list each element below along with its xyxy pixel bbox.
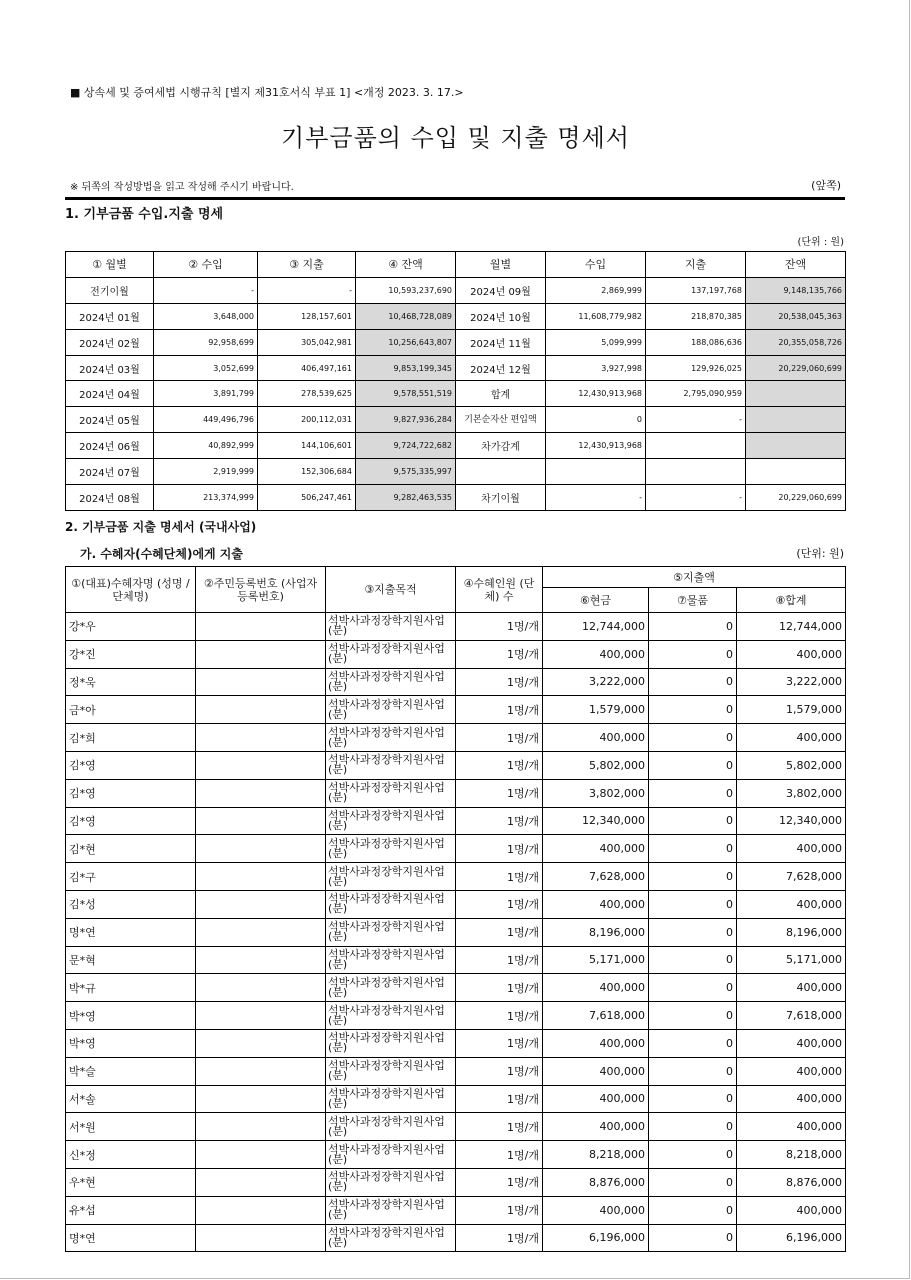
table-cell: 12,430,913,968 <box>546 433 646 459</box>
table-cell: 석박사과정장학지원사업(분) <box>326 1002 456 1030</box>
table-cell: 2024년 02월 <box>66 329 154 355</box>
table-cell: 김*영 <box>66 751 196 779</box>
table-cell: 석박사과정장학지원사업(분) <box>326 640 456 668</box>
table-cell: 3,927,998 <box>546 355 646 381</box>
header-purpose: ③지출목적 <box>326 567 456 613</box>
table-cell: 10,468,728,089 <box>356 303 456 329</box>
table-cell: 9,853,199,345 <box>356 355 456 381</box>
table-cell: 0 <box>649 751 737 779</box>
table-cell: 2024년 06월 <box>66 433 154 459</box>
regulation-reference: ■ 상속세 및 증여세법 시행규칙 [별지 제31호서식 부표 1] <개정 2023. 3. 17.> <box>70 86 464 99</box>
table-cell: 0 <box>649 946 737 974</box>
table-cell: 차기이월 <box>456 485 546 511</box>
table-cell: 0 <box>649 1196 737 1224</box>
table-cell: 5,802,000 <box>543 751 649 779</box>
table-cell: 8,196,000 <box>737 918 846 946</box>
table-cell: 1명/개 <box>456 863 543 891</box>
table-cell: 1,579,000 <box>737 696 846 724</box>
table-cell: 3,222,000 <box>737 668 846 696</box>
table-cell: 20,229,060,699 <box>746 485 846 511</box>
table-cell: 8,218,000 <box>737 1141 846 1169</box>
table-cell: 400,000 <box>737 890 846 918</box>
table-cell: 2024년 03월 <box>66 355 154 381</box>
table-cell: 0 <box>649 918 737 946</box>
section2-subtitle: 가. 수혜자(수혜단체)에게 지출 <box>80 547 243 561</box>
table-cell: 9,827,936,284 <box>356 407 456 433</box>
table-cell: 152,306,684 <box>258 459 356 485</box>
table-cell <box>196 835 326 863</box>
table-cell: 석박사과정장학지원사업(분) <box>326 696 456 724</box>
table-row <box>66 1002 846 1030</box>
table-cell: 400,000 <box>737 1196 846 1224</box>
table-cell <box>196 1168 326 1196</box>
table-cell: 213,374,999 <box>154 485 258 511</box>
table-cell <box>196 751 326 779</box>
table-cell: 9,148,135,766 <box>746 277 846 303</box>
table-cell: 400,000 <box>543 974 649 1002</box>
table-cell: 400,000 <box>543 724 649 752</box>
table-cell <box>196 974 326 1002</box>
table-cell: 5,171,000 <box>737 946 846 974</box>
recipient-expense-table <box>65 566 846 1252</box>
table-cell: 2024년 01월 <box>66 303 154 329</box>
table-cell: 1명/개 <box>456 1224 543 1252</box>
table-cell: 305,042,981 <box>258 329 356 355</box>
table-cell: 7,618,000 <box>543 1002 649 1030</box>
table-cell: 400,000 <box>543 1196 649 1224</box>
table-cell: 석박사과정장학지원사업(분) <box>326 946 456 974</box>
table-cell: 석박사과정장학지원사업(분) <box>326 751 456 779</box>
table-cell <box>196 863 326 891</box>
table-cell: 8,196,000 <box>543 918 649 946</box>
table-cell: 석박사과정장학지원사업(분) <box>326 863 456 891</box>
table-cell: 3,802,000 <box>737 779 846 807</box>
table-cell <box>196 1029 326 1057</box>
table-cell: 20,538,045,363 <box>746 303 846 329</box>
table-cell: 1명/개 <box>456 918 543 946</box>
table-cell: 1명/개 <box>456 946 543 974</box>
table-cell: 2,919,999 <box>154 459 258 485</box>
table-cell: 400,000 <box>543 1029 649 1057</box>
table-row <box>66 485 846 511</box>
table-cell: 석박사과정장학지원사업(분) <box>326 1196 456 1224</box>
table-cell: 1명/개 <box>456 779 543 807</box>
table-cell: 0 <box>649 1141 737 1169</box>
table-row <box>66 1113 846 1141</box>
table-cell: 400,000 <box>543 1113 649 1141</box>
table-cell: 0 <box>649 1057 737 1085</box>
table-cell: 12,340,000 <box>543 807 649 835</box>
table-cell: 정*욱 <box>66 668 196 696</box>
table-cell: 5,802,000 <box>737 751 846 779</box>
table-cell: 2024년 12월 <box>456 355 546 381</box>
table-cell: 서*솔 <box>66 1085 196 1113</box>
table-cell: 0 <box>649 890 737 918</box>
table-cell: 3,222,000 <box>543 668 649 696</box>
table-cell: 석박사과정장학지원사업(분) <box>326 807 456 835</box>
table-cell <box>646 433 746 459</box>
table-cell <box>196 779 326 807</box>
table-cell: 박*영 <box>66 1029 196 1057</box>
table-cell: 20,355,058,726 <box>746 329 846 355</box>
table-cell: 차가감계 <box>456 433 546 459</box>
table-cell: 기본순자산 편입액 <box>456 407 546 433</box>
table-cell: 서*원 <box>66 1113 196 1141</box>
table-cell: 0 <box>649 724 737 752</box>
table-row <box>66 1057 846 1085</box>
table-cell: 12,744,000 <box>543 613 649 641</box>
table-cell: 92,958,699 <box>154 329 258 355</box>
table-cell: 0 <box>649 1029 737 1057</box>
header-divider <box>65 197 845 200</box>
table-cell: 1명/개 <box>456 835 543 863</box>
table-cell: 석박사과정장학지원사업(분) <box>326 974 456 1002</box>
table-row <box>66 407 846 433</box>
table-cell: 석박사과정장학지원사업(분) <box>326 1113 456 1141</box>
table-cell: 1명/개 <box>456 696 543 724</box>
table-cell: 2024년 10월 <box>456 303 546 329</box>
column-header: ① 월별 <box>66 252 154 278</box>
table-cell: 506,247,461 <box>258 485 356 511</box>
table-cell <box>746 433 846 459</box>
table-cell: 1,579,000 <box>543 696 649 724</box>
table-row <box>66 640 846 668</box>
table-row <box>66 329 846 355</box>
page-side-label: (앞쪽) <box>811 179 841 192</box>
table-cell: 박*슬 <box>66 1057 196 1085</box>
table-cell: 석박사과정장학지원사업(분) <box>326 668 456 696</box>
table-cell: 2024년 09월 <box>456 277 546 303</box>
table-cell <box>196 890 326 918</box>
table-cell: 0 <box>649 696 737 724</box>
monthly-summary-table <box>65 251 846 511</box>
table-cell <box>196 1141 326 1169</box>
table-cell: 129,926,025 <box>646 355 746 381</box>
table-cell: 2,795,090,959 <box>646 381 746 407</box>
table-cell: 8,218,000 <box>543 1141 649 1169</box>
table-cell: 400,000 <box>737 1113 846 1141</box>
table-cell: 0 <box>649 613 737 641</box>
table-cell <box>196 1196 326 1224</box>
table-cell: 449,496,796 <box>154 407 258 433</box>
table-cell: 7,628,000 <box>543 863 649 891</box>
table-cell: 2,869,999 <box>546 277 646 303</box>
table-cell <box>196 1085 326 1113</box>
column-header: 잔액 <box>746 252 846 278</box>
table-row <box>66 381 846 407</box>
table-row <box>66 946 846 974</box>
table-cell <box>196 724 326 752</box>
table-cell: 0 <box>649 1224 737 1252</box>
table-cell: 석박사과정장학지원사업(분) <box>326 835 456 863</box>
table-cell: 김*영 <box>66 779 196 807</box>
table-cell: 188,086,636 <box>646 329 746 355</box>
table-cell: 김*현 <box>66 835 196 863</box>
table-cell: 406,497,161 <box>258 355 356 381</box>
table-cell: 석박사과정장학지원사업(분) <box>326 890 456 918</box>
table-cell: - <box>646 407 746 433</box>
table-cell: 8,876,000 <box>737 1168 846 1196</box>
table-cell: 석박사과정장학지원사업(분) <box>326 1141 456 1169</box>
document-title: 기부금품의 수입 및 지출 명세서 <box>281 124 630 152</box>
table-cell: 6,196,000 <box>737 1224 846 1252</box>
table-cell: 강*우 <box>66 613 196 641</box>
table-cell: 1명/개 <box>456 751 543 779</box>
table-cell: 137,197,768 <box>646 277 746 303</box>
table-cell: 1명/개 <box>456 807 543 835</box>
table-cell: 400,000 <box>543 1085 649 1113</box>
table-cell: 400,000 <box>543 835 649 863</box>
table-cell: 278,539,625 <box>258 381 356 407</box>
table-cell: 3,891,799 <box>154 381 258 407</box>
table-cell: 1명/개 <box>456 668 543 696</box>
column-header: ④ 잔액 <box>356 252 456 278</box>
table-cell <box>196 918 326 946</box>
table-cell: 0 <box>546 407 646 433</box>
table-cell: 박*영 <box>66 1002 196 1030</box>
table-cell: 2024년 05월 <box>66 407 154 433</box>
table-cell: 0 <box>649 640 737 668</box>
table-row <box>66 1168 846 1196</box>
table-cell: 12,744,000 <box>737 613 846 641</box>
header-goods: ⑦물품 <box>649 588 737 613</box>
table-cell: 1명/개 <box>456 1029 543 1057</box>
column-header: ③ 지출 <box>258 252 356 278</box>
table-cell: 석박사과정장학지원사업(분) <box>326 1057 456 1085</box>
table-cell: 석박사과정장학지원사업(분) <box>326 1224 456 1252</box>
table-cell: 1명/개 <box>456 613 543 641</box>
table-row <box>66 863 846 891</box>
table-row <box>66 835 846 863</box>
table-cell: 김*희 <box>66 724 196 752</box>
table-cell: 5,171,000 <box>543 946 649 974</box>
table-row <box>66 918 846 946</box>
table-cell: 1명/개 <box>456 1113 543 1141</box>
column-header: 수입 <box>546 252 646 278</box>
table-cell: 10,256,643,807 <box>356 329 456 355</box>
section2-title: 2. 기부금품 지출 명세서 (국내사업) <box>65 520 257 534</box>
table-cell: 0 <box>649 974 737 1002</box>
column-header: 지출 <box>646 252 746 278</box>
table-cell: 144,106,601 <box>258 433 356 459</box>
table-cell: 신*정 <box>66 1141 196 1169</box>
column-header: 월별 <box>456 252 546 278</box>
table-cell: 김*성 <box>66 890 196 918</box>
table-cell: 0 <box>649 1168 737 1196</box>
section1-title: 1. 기부금품 수입.지출 명세 <box>65 207 224 222</box>
table-cell <box>196 1057 326 1085</box>
table-row <box>66 1196 846 1224</box>
table-cell <box>746 407 846 433</box>
table-cell: 금*아 <box>66 696 196 724</box>
table-cell: 0 <box>649 779 737 807</box>
header-total: ⑧합계 <box>737 588 846 613</box>
table-cell <box>746 459 846 485</box>
table-cell: 5,099,999 <box>546 329 646 355</box>
table-cell: 석박사과정장학지원사업(분) <box>326 613 456 641</box>
table-cell: 3,802,000 <box>543 779 649 807</box>
table-cell: 김*영 <box>66 807 196 835</box>
table-cell: 석박사과정장학지원사업(분) <box>326 724 456 752</box>
header-recipient-name: ①(대표)수혜자명 (성명 / 단체명) <box>66 567 196 613</box>
table-cell: 200,112,031 <box>258 407 356 433</box>
table-row <box>66 1224 846 1252</box>
header-recipient-count: ④수혜인원 (단체) 수 <box>456 567 543 613</box>
table-cell: 명*연 <box>66 1224 196 1252</box>
table-cell: 400,000 <box>737 640 846 668</box>
table-cell: 석박사과정장학지원사업(분) <box>326 1085 456 1113</box>
table-cell: 400,000 <box>737 835 846 863</box>
table-cell: 7,628,000 <box>737 863 846 891</box>
table-cell <box>196 1113 326 1141</box>
table-cell: 2024년 11월 <box>456 329 546 355</box>
table-row <box>66 779 846 807</box>
table-cell: 1명/개 <box>456 1057 543 1085</box>
table-cell: 8,876,000 <box>543 1168 649 1196</box>
table-row <box>66 751 846 779</box>
column-header: ② 수입 <box>154 252 258 278</box>
table-cell: 400,000 <box>737 1085 846 1113</box>
table-cell <box>196 696 326 724</box>
table-row <box>66 974 846 1002</box>
table-cell: 20,229,060,699 <box>746 355 846 381</box>
table-cell: 우*현 <box>66 1168 196 1196</box>
table-cell: 400,000 <box>737 724 846 752</box>
table-cell: - <box>154 277 258 303</box>
table-row <box>66 1085 846 1113</box>
section2-unit: (단위: 원) <box>796 547 844 560</box>
table-cell: 9,282,463,535 <box>356 485 456 511</box>
table-row <box>66 355 846 381</box>
table-row <box>66 459 846 485</box>
table-cell: - <box>258 277 356 303</box>
table-row <box>66 433 846 459</box>
table-cell: 400,000 <box>737 1057 846 1085</box>
table-cell: 40,892,999 <box>154 433 258 459</box>
table-cell: 6,196,000 <box>543 1224 649 1252</box>
table-cell: 전기이월 <box>66 277 154 303</box>
table-cell: 문*혁 <box>66 946 196 974</box>
table-cell <box>196 1224 326 1252</box>
table-cell: 강*진 <box>66 640 196 668</box>
table-cell: 400,000 <box>543 890 649 918</box>
table-cell: 10,593,237,690 <box>356 277 456 303</box>
table-cell: 1명/개 <box>456 1196 543 1224</box>
table-cell: 0 <box>649 1113 737 1141</box>
table-cell <box>196 613 326 641</box>
table-cell: 석박사과정장학지원사업(분) <box>326 1168 456 1196</box>
table-cell <box>746 381 846 407</box>
table-row <box>66 807 846 835</box>
table-cell: 0 <box>649 668 737 696</box>
table-row <box>66 277 846 303</box>
table-cell: 128,157,601 <box>258 303 356 329</box>
table-cell: 석박사과정장학지원사업(분) <box>326 779 456 807</box>
table-cell: 1명/개 <box>456 724 543 752</box>
table-row <box>66 696 846 724</box>
instruction-note: ※ 뒤쪽의 작성방법을 읽고 작성해 주시기 바랍니다. <box>70 182 294 193</box>
header-expense-amount: ⑤지출액 <box>543 567 846 588</box>
table-cell: 2024년 04월 <box>66 381 154 407</box>
table-cell: 1명/개 <box>456 1085 543 1113</box>
table-cell: 7,618,000 <box>737 1002 846 1030</box>
table-row <box>66 890 846 918</box>
table-cell: 1명/개 <box>456 1141 543 1169</box>
table-cell: 2024년 08월 <box>66 485 154 511</box>
table-row <box>66 668 846 696</box>
table-cell: 2024년 07월 <box>66 459 154 485</box>
table-cell: 0 <box>649 1002 737 1030</box>
table-cell: 석박사과정장학지원사업(분) <box>326 1029 456 1057</box>
table-cell <box>196 1002 326 1030</box>
table-cell: 400,000 <box>543 640 649 668</box>
table-cell <box>196 640 326 668</box>
table-cell: 석박사과정장학지원사업(분) <box>326 918 456 946</box>
table-cell: 9,578,551,519 <box>356 381 456 407</box>
table-cell: 0 <box>649 807 737 835</box>
table-row <box>66 613 846 641</box>
section1-unit: (단위 : 원) <box>797 237 844 248</box>
table-cell: 1명/개 <box>456 1168 543 1196</box>
table-cell: 400,000 <box>737 974 846 1002</box>
table-cell <box>646 459 746 485</box>
table-cell <box>196 668 326 696</box>
table-row <box>66 1141 846 1169</box>
table-cell: 400,000 <box>737 1029 846 1057</box>
table-cell <box>196 807 326 835</box>
table-cell: 1명/개 <box>456 974 543 1002</box>
table-cell: 400,000 <box>543 1057 649 1085</box>
table-cell <box>546 459 646 485</box>
table-row <box>66 303 846 329</box>
table-cell: 218,870,385 <box>646 303 746 329</box>
header-cash: ⑥현금 <box>543 588 649 613</box>
table-cell: 12,430,913,968 <box>546 381 646 407</box>
table-cell: 12,340,000 <box>737 807 846 835</box>
table-cell: 3,052,699 <box>154 355 258 381</box>
table-cell: 박*규 <box>66 974 196 1002</box>
table-cell: 명*연 <box>66 918 196 946</box>
table-cell: - <box>546 485 646 511</box>
table-cell: 김*구 <box>66 863 196 891</box>
table-cell: - <box>646 485 746 511</box>
table-cell: 유*섭 <box>66 1196 196 1224</box>
table-cell: 1명/개 <box>456 640 543 668</box>
table-cell <box>456 459 546 485</box>
table-cell: 합계 <box>456 381 546 407</box>
table-cell: 9,724,722,682 <box>356 433 456 459</box>
table-cell: 0 <box>649 835 737 863</box>
table-cell <box>196 946 326 974</box>
table-cell: 3,648,000 <box>154 303 258 329</box>
header-registration-number: ②주민등록번호 (사업자등록번호) <box>196 567 326 613</box>
table-cell: 11,608,779,982 <box>546 303 646 329</box>
table-row <box>66 724 846 752</box>
table-cell: 0 <box>649 863 737 891</box>
table-cell: 1명/개 <box>456 1002 543 1030</box>
table-cell: 9,575,335,997 <box>356 459 456 485</box>
table-row <box>66 1029 846 1057</box>
table-cell: 1명/개 <box>456 890 543 918</box>
table-header-row <box>66 252 846 278</box>
table-cell: 0 <box>649 1085 737 1113</box>
